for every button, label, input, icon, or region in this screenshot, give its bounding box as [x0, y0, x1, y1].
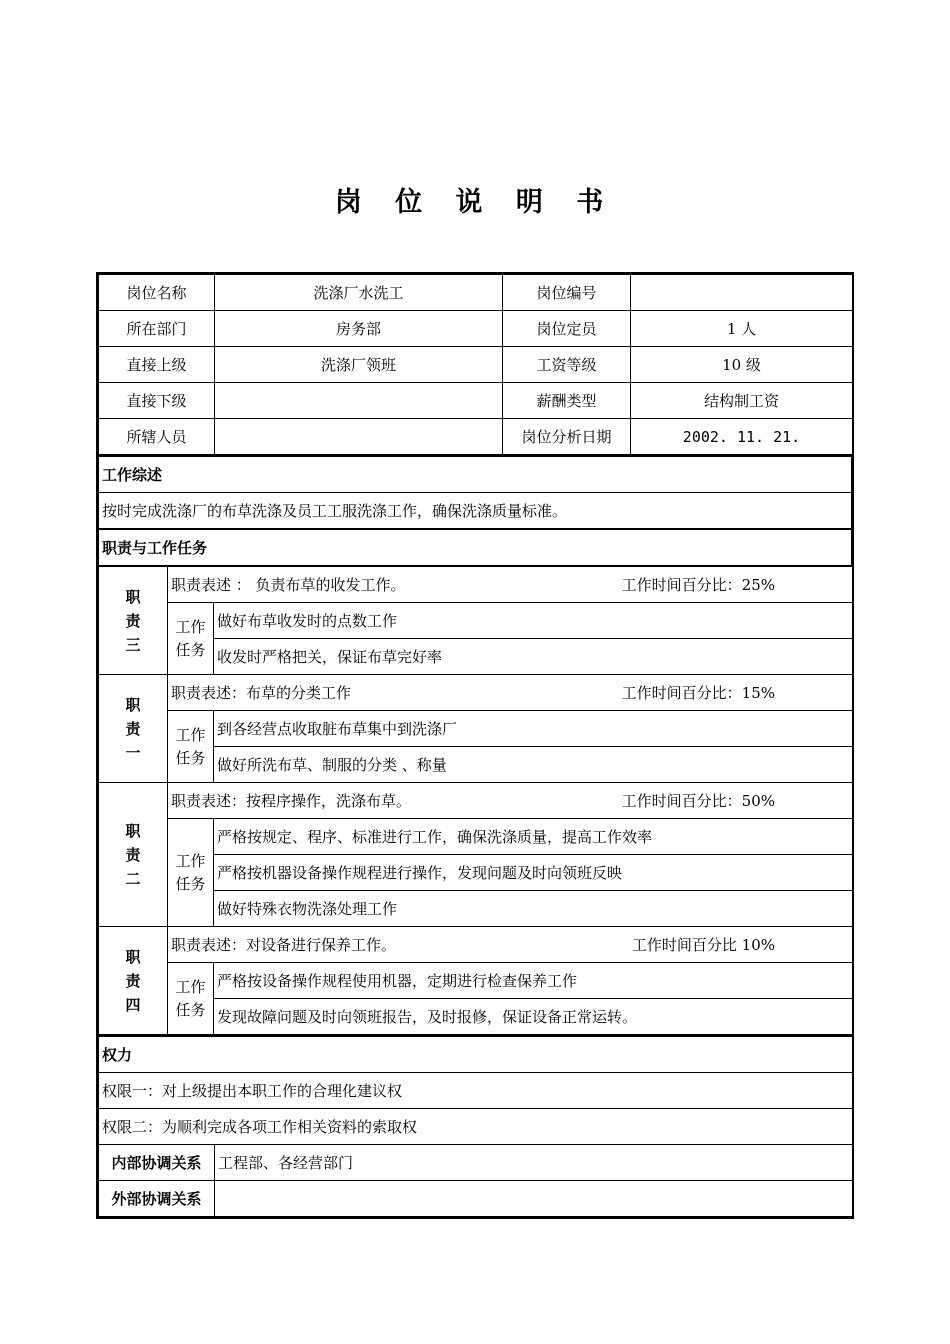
- task-label: 工作 任务: [168, 819, 214, 927]
- duty-label: 职 责 四: [99, 927, 168, 1035]
- info-value: [215, 419, 503, 455]
- duty-desc-row: [99, 675, 853, 711]
- info-label: 所辖人员: [99, 419, 215, 455]
- authority-table: [98, 1035, 853, 1217]
- task-item: 严格按规定、程序、标准进行工作，确保洗涤质量，提高工作效率: [214, 819, 853, 855]
- duty-label: 职 责 二: [99, 783, 168, 927]
- external-relations-value: [215, 1181, 853, 1217]
- internal-relations-label: 内部协调关系: [99, 1145, 215, 1181]
- duty-description: [168, 567, 853, 603]
- authority-item: 权限一：对上级提出本职工作的合理化建议权: [99, 1073, 853, 1109]
- info-label: 岗位定员: [503, 311, 631, 347]
- duty-desc-text: 职责表述 ： 负责布草的收发工作。: [171, 576, 406, 594]
- duty-time-percent: 工作时间百分比：25%: [621, 576, 776, 594]
- info-row: [99, 419, 853, 455]
- duty-desc-row: [99, 783, 853, 819]
- info-row: [99, 311, 853, 347]
- info-label: 薪酬类型: [503, 383, 631, 419]
- task-item: 发现故障问题及时向领班报告，及时报修，保证设备正常运转。: [214, 999, 853, 1035]
- duty-time-percent: 工作时间百分比：15%: [621, 684, 776, 702]
- page-title: 岗 位 说 明 书: [334, 187, 616, 218]
- task-item: 做好布草收发时的点数工作: [214, 603, 853, 639]
- info-label: 所在部门: [99, 311, 215, 347]
- info-row: [99, 275, 853, 311]
- info-label: 岗位编号: [503, 275, 631, 311]
- duty-time-percent: 工作时间百分比 10%: [631, 936, 776, 954]
- info-label: 岗位名称: [99, 275, 215, 311]
- duty-description: [168, 675, 853, 711]
- info-value: 2002. 11. 21.: [631, 419, 853, 455]
- duty-label: 职 责 三: [99, 567, 168, 675]
- duty-description: [168, 783, 853, 819]
- info-value: 洗涤厂水洗工: [215, 275, 503, 311]
- internal-relations-value: 工程部、各经营部门: [215, 1145, 853, 1181]
- duty-description: [168, 927, 853, 963]
- info-label: 工资等级: [503, 347, 631, 383]
- info-value: 洗涤厂领班: [215, 347, 503, 383]
- authority-item: 权限二：为顺利完成各项工作相关资料的索取权: [99, 1109, 853, 1145]
- duty-label: 职 责 一: [99, 675, 168, 783]
- task-label: 工作 任务: [168, 711, 214, 783]
- duty-time-percent: 工作时间百分比：50%: [621, 792, 776, 810]
- task-item: 到各经营点收取脏布草集中到洗涤厂: [214, 711, 853, 747]
- duty-desc-text: 职责表述：布草的分类工作: [171, 684, 352, 702]
- task-item: 做好特殊衣物洗涤处理工作: [214, 891, 853, 927]
- task-label: 工作 任务: [168, 603, 214, 675]
- info-label: 岗位分析日期: [503, 419, 631, 455]
- task-item: 严格按设备操作规程使用机器，定期进行检查保养工作: [214, 963, 853, 999]
- job-description-form: [96, 272, 854, 1219]
- duty-desc-text: 职责表述：按程序操作，洗涤布草。: [171, 792, 412, 810]
- task-item: 收发时严格把关，保证布草完好率: [214, 639, 853, 675]
- duty-task-row: [99, 819, 853, 855]
- task-label: 工作 任务: [168, 963, 214, 1035]
- duty-task-row: [99, 603, 853, 639]
- external-relations-label: 外部协调关系: [99, 1181, 215, 1217]
- info-value: [215, 383, 503, 419]
- info-value: 1 人: [631, 311, 853, 347]
- summary-table: [98, 455, 852, 566]
- duties-table: [98, 566, 853, 1035]
- summary-text: 按时完成洗涤厂的布草洗涤及员工工服洗涤工作，确保洗涤质量标准。: [99, 493, 852, 530]
- duty-task-row: [99, 711, 853, 747]
- summary-heading: 工作综述: [99, 456, 852, 493]
- task-item: 做好所洗布草、制服的分类 、称量: [214, 747, 853, 783]
- duty-task-row: [99, 963, 853, 999]
- info-value: [631, 275, 853, 311]
- duty-desc-row: [99, 927, 853, 963]
- info-label: 直接上级: [99, 347, 215, 383]
- info-value: 结构制工资: [631, 383, 853, 419]
- info-value: 房务部: [215, 311, 503, 347]
- duty-desc-row: [99, 567, 853, 603]
- info-row: [99, 383, 853, 419]
- info-value: 10 级: [631, 347, 853, 383]
- info-table: [98, 274, 853, 455]
- task-item: 严格按机器设备操作规程进行操作，发现问题及时向领班反映: [214, 855, 853, 891]
- authority-heading: 权力: [99, 1036, 853, 1073]
- duties-heading: 职责与工作任务: [99, 529, 852, 566]
- info-row: [99, 347, 853, 383]
- duty-desc-text: 职责表述：对设备进行保养工作。: [171, 936, 397, 954]
- info-label: 直接下级: [99, 383, 215, 419]
